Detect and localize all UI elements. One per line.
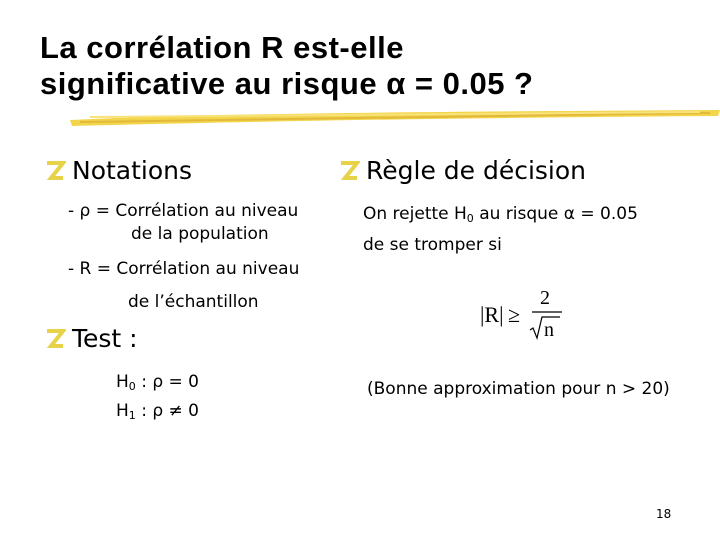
decision-text-a: On rejette H: [363, 204, 467, 224]
notation-rho-line1: - ρ = Corrélation au niveau: [68, 201, 299, 221]
h1-subscript: 1: [128, 409, 136, 422]
title-line-2: significative au risque α = 0.05 ?: [40, 66, 534, 101]
notations-heading: Notations: [72, 156, 193, 185]
bullet-decision-rule: [338, 156, 586, 185]
formula-radicand: n: [544, 319, 554, 341]
title-line-1: La corrélation R est-elle: [40, 30, 404, 65]
formula-numerator: 2: [540, 287, 550, 309]
approximation-note: (Bonne approximation pour n > 20): [367, 379, 670, 399]
hypothesis-h1: [116, 400, 199, 427]
decision-formula: [478, 284, 568, 344]
decision-rule-line2: de se tromper si: [363, 235, 502, 255]
notation-rho-line2: de la population: [131, 224, 269, 244]
z-bullet-icon: [338, 160, 360, 182]
slide-title: [40, 30, 700, 102]
h1-statement: : ρ ≠ 0: [135, 401, 199, 421]
formula-lhs: |R|: [480, 302, 504, 327]
notation-r-line2: de l’échantillon: [128, 292, 259, 312]
formula-operator: ≥: [508, 302, 521, 327]
page-number: 18: [656, 507, 672, 521]
decision-rule-line1: [363, 203, 638, 230]
decision-h0-subscript: 0: [466, 212, 474, 225]
notation-r-line1: - R = Corrélation au niveau: [68, 259, 300, 279]
test-heading: Test :: [72, 324, 138, 353]
decision-rule-heading: Règle de décision: [366, 156, 587, 185]
hypothesis-h0: [116, 371, 199, 398]
h1-label: H: [116, 401, 129, 421]
decision-text-b: au risque α = 0.05: [473, 204, 638, 224]
h0-subscript: 0: [128, 380, 136, 393]
h0-label: H: [116, 372, 129, 392]
title-underline-brush: [70, 108, 720, 130]
z-bullet-icon: [44, 328, 66, 350]
bullet-notations: [44, 156, 192, 185]
h0-statement: : ρ = 0: [135, 372, 199, 392]
bullet-test: [44, 324, 138, 353]
z-bullet-icon: [44, 160, 66, 182]
